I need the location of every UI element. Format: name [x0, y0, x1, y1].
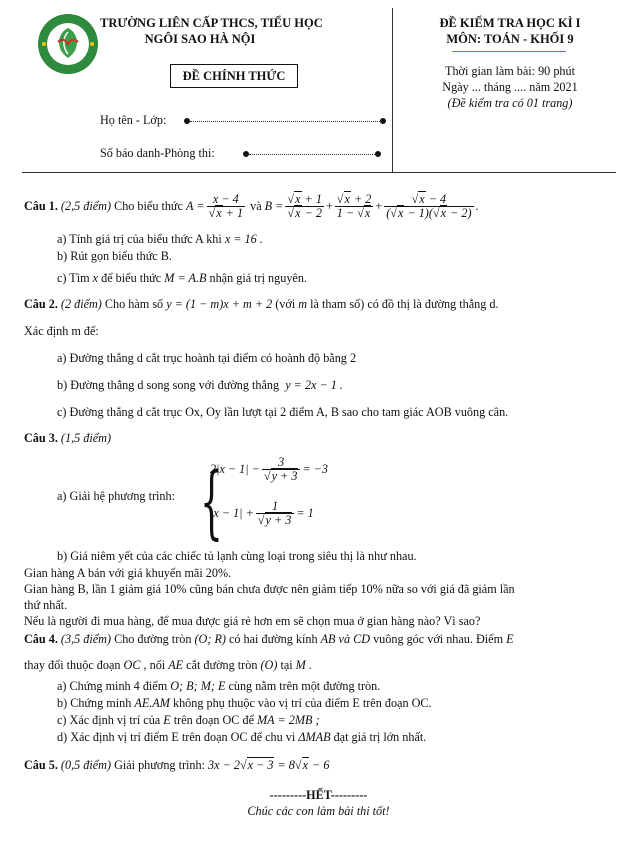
q1-part-b: b) Rút gọn biểu thức B. [57, 249, 172, 263]
student-name-field[interactable] [190, 121, 380, 122]
name-dot-end [380, 118, 386, 124]
exam-subject-underline [452, 51, 566, 52]
q3-b-line4: thứ nhất. [24, 598, 68, 612]
q5-intro: Giải phương trình: [114, 758, 205, 772]
q2-statement [24, 297, 499, 312]
q3-system [200, 450, 400, 548]
q4-statement [24, 632, 514, 647]
q4-c-mid: trên đoạn OC để [173, 713, 254, 727]
q4-oc: OC [123, 658, 141, 672]
q4-b-pre: b) Chứng minh [57, 696, 132, 710]
q1-c-mid: để biểu thức [101, 271, 162, 285]
q3-b-line5: Nếu là người đi mua hàng, để mua được giá rẻ hơn em sẽ chọn mua ở gian hàng nào? Vì sao? [24, 614, 481, 628]
student-name-label: Họ tên - Lớp: [100, 113, 167, 127]
q1-intro: Cho biểu thức [114, 198, 183, 213]
end-marker: ---------HẾT--------- [269, 788, 368, 802]
q4-intro2: có hai đường kính [229, 632, 318, 646]
q1-frac-b3: $\frac{√x - 4}{(√x - 1)(√x - 2)}$ [386, 191, 472, 220]
exam-date: Ngày ... tháng .... năm 2021 [442, 80, 578, 94]
q5-label: Câu 5. [24, 758, 58, 772]
good-luck-message: Chúc các con làm bài thi tốt! [247, 804, 390, 818]
q4-b-math: AE.AM [134, 696, 170, 710]
exam-subject: MÔN: TOÁN - KHỐI 9 [446, 32, 574, 46]
q4-ab-cd: AB và CD [320, 632, 371, 646]
q2-rest-pre: (với [275, 297, 296, 311]
q2-b-math: y = 2x − 1 . [285, 378, 343, 392]
q3-statement [24, 431, 111, 446]
q2-rest-post: là tham số) có đồ thị là đường thẳng d. [310, 297, 499, 311]
system-eq1: 2|x − 1| − $\frac{3}{√y + 3}$ = −3 [210, 455, 329, 483]
q4-l2-mid: , nối [143, 658, 166, 672]
school-name-line1: TRƯỜNG LIÊN CẤP THCS, TIỂU HỌC [100, 16, 323, 30]
q5-points: (0,5 điểm) [60, 758, 112, 772]
q5-equation: 3x − 2√x − 3 = 8√x − 6 [208, 758, 330, 772]
q4-a-math: O; B; M; E [170, 679, 226, 693]
q3-b-line1: b) Giá niêm yết của các chiếc tủ lạnh cùng loại trong siêu thị là như nhau. [57, 549, 417, 563]
q4-a-pre: a) Chứng minh 4 điểm [57, 679, 168, 693]
id-dot-end [375, 151, 381, 157]
q3-points: (1,5 điểm) [60, 431, 112, 445]
q2-label: Câu 2. [24, 297, 58, 311]
q1-a-math: x = 16 . [224, 232, 263, 246]
q1-frac-a: $\frac{x - 4}{√x + 1}$ [208, 191, 244, 220]
q4-a-post: cùng nằm trên một đường tròn. [228, 679, 381, 693]
q4-part-c [57, 713, 320, 728]
q4-l2-post: tại [280, 658, 293, 672]
q2-part-c: c) Đường thẳng d cắt trục Ox, Oy lần lượt tại 2 điểm A, B sao cho tam giác AOB vuông cân. [57, 405, 509, 419]
q1-points: (2,5 điểm) [60, 198, 112, 213]
q4-d-pre: d) Xác định vị trí điểm E trên đoạn OC để chu vi [57, 730, 296, 744]
q4-d-post: đạt giá trị lớn nhất. [333, 730, 427, 744]
q4-line2 [24, 658, 312, 673]
q2-find: Xác định m để: [24, 324, 99, 338]
q3-label: Câu 3. [24, 431, 58, 445]
q4-points: (3,5 điểm) [60, 632, 112, 646]
q4-ae: AE [168, 658, 184, 672]
official-badge [170, 64, 298, 88]
q5-statement [24, 758, 329, 773]
exam-pages: (Đề kiểm tra có 01 trang) [447, 96, 573, 110]
q4-part-a [57, 679, 380, 694]
q4-c-e: E [163, 713, 171, 727]
header-bottom-rule [22, 172, 616, 173]
exam-title: ĐỀ KIỂM TRA HỌC KÌ I [439, 16, 581, 30]
exam-time: Thời gian làm bài: 90 phút [445, 64, 575, 78]
q1-c-pre: c) Tìm [57, 271, 90, 285]
school-logo [36, 12, 100, 76]
q2-points: (2 điểm) [60, 297, 102, 311]
q4-intro3: vuông góc với nhau. Điểm [373, 632, 504, 646]
q2-part-b [57, 378, 343, 393]
official-badge-label: ĐỀ CHÍNH THỨC [182, 69, 286, 83]
q4-l2-pre: thay đổi thuộc đoạn [24, 658, 121, 672]
q1-expr-a: A = [186, 198, 205, 213]
q1-frac-b1: $\frac{√x + 1}{√x - 2}$ [287, 191, 322, 220]
q3-b-line3: Gian hàng B, lần 1 giảm giá 10% cũng bán chưa được nên giảm tiếp 10% nữa so với giá đã giảm lần [24, 582, 515, 596]
q4-circle: (O; R) [194, 632, 226, 646]
q2-intro: Cho hàm số [104, 297, 164, 311]
q2-b-text: b) Đường thẳng d song song với đường thẳng [57, 378, 280, 392]
q4-c-math: MA = 2MB ; [257, 713, 320, 727]
header-divider [392, 8, 393, 173]
q1-frac-b2: $\frac{√x + 2}{1 - √x}$ [336, 191, 372, 220]
q4-o: (O) [260, 658, 278, 672]
q1-statement: Câu 1. (2,5 điểm) Cho biểu thức A = $\frac{x - 4}{√x + 1}$ và B = $\frac{√x + 1}{√x - 2}$ + $\frac{√x + 2}{1 - √x}$ + $\frac{√x - 4}{(√x - 1)(√x - 2)}$ . [24, 191, 479, 220]
system-eq2: |x − 1| + $\frac{1}{√y + 3}$ = 1 [210, 499, 314, 527]
q2-func: y = (1 − m)x + m + 2 [166, 297, 273, 311]
q1-expr-b: B = [264, 198, 284, 213]
q4-part-b [57, 696, 432, 711]
q1-a-text: a) Tính giá trị của biểu thức A khi [57, 232, 222, 246]
q4-c-pre: c) Xác định vị trí của [57, 713, 161, 727]
q4-m: M . [295, 658, 312, 672]
q4-label: Câu 4. [24, 632, 58, 646]
q1-c-x: x [92, 271, 99, 285]
q2-part-a: a) Đường thẳng d cắt trục hoành tại điểm có hoành độ bằng 2 [57, 351, 357, 365]
q1-c-post: nhận giá trị nguyên. [209, 271, 307, 285]
q4-part-d [57, 730, 426, 745]
student-id-field[interactable] [249, 154, 375, 155]
q4-intro: Cho đường tròn [114, 632, 192, 646]
student-id-label: Số báo danh-Phòng thi: [100, 146, 215, 160]
q1-c-math: M = A.B [164, 271, 207, 285]
logo-icon [36, 12, 100, 76]
q4-e: E [506, 632, 514, 646]
q2-rest-m: m [298, 297, 308, 311]
q4-d-math: ΔMAB [298, 730, 331, 744]
q4-b-post: không phụ thuộc vào vị trí của điểm E trên đoạn OC. [172, 696, 432, 710]
q1-label: Câu 1. [24, 198, 58, 213]
q1-part-c [57, 271, 307, 286]
school-name-line2: NGÔI SAO HÀ NỘI [144, 32, 256, 46]
q4-l2-mid2: cắt đường tròn [186, 658, 258, 672]
q3-part-a: a) Giải hệ phương trình: [57, 489, 175, 503]
q1-and: và [250, 198, 262, 213]
system-brace: { [200, 455, 223, 548]
q1-part-a [57, 232, 263, 247]
q3-b-line2: Gian hàng A bán với giá khuyến mãi 20%. [24, 566, 232, 580]
